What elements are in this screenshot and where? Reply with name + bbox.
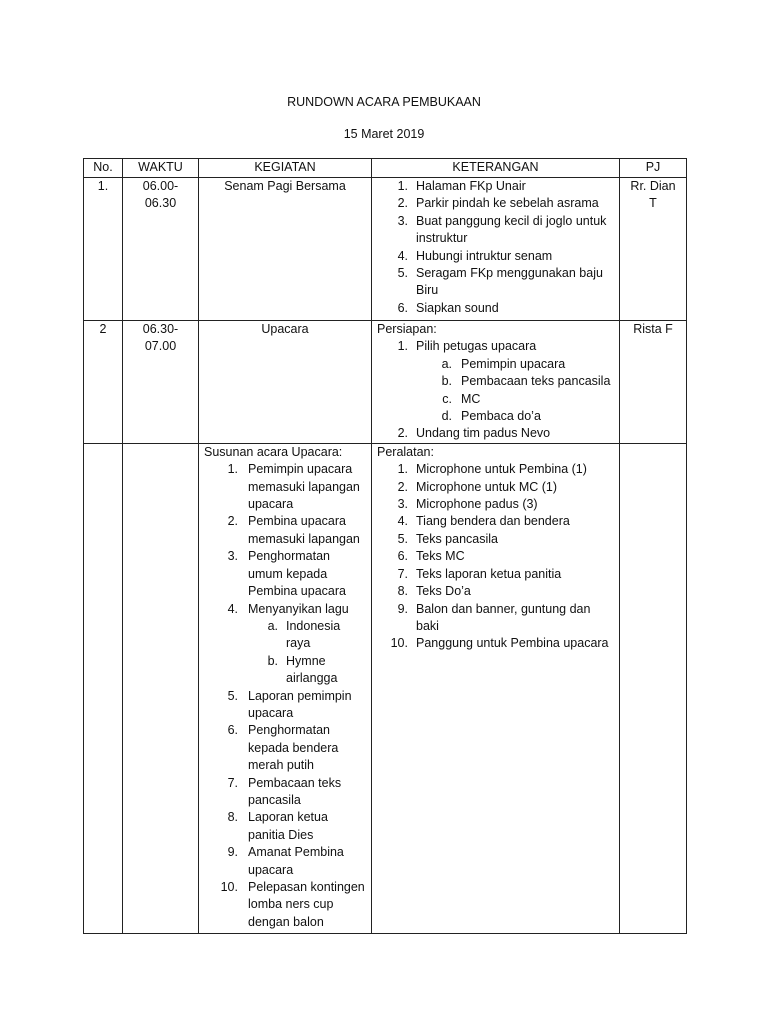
- list-item: [204, 548, 366, 600]
- rundown-table: [83, 158, 687, 934]
- list-item: [204, 688, 366, 723]
- list-item-number: 6.: [227, 723, 238, 738]
- list-item-text: [416, 548, 614, 565]
- list-item-number: 5.: [227, 688, 238, 703]
- list-item-text: [416, 531, 614, 548]
- list-item-text: [416, 300, 614, 317]
- list-item-text: [416, 496, 614, 513]
- list-item-number: 7.: [227, 775, 238, 790]
- list-item-label: Pelepasan kontingen lomba ners cup dengan balon: [248, 880, 365, 929]
- keterangan-heading: Peralatan:: [377, 444, 434, 459]
- list-item: [377, 461, 614, 478]
- list-item-label: Pembina upacara memasuki lapangan: [248, 514, 360, 546]
- list-item-text: [416, 583, 614, 600]
- list-item-text: [416, 479, 614, 496]
- list-item-text: [248, 513, 366, 548]
- list-item-label: Microphone padus (3): [416, 497, 538, 512]
- list-item-label: Buat panggung kecil di joglo untuk instruktur: [416, 213, 607, 246]
- cell-kegiatan: Senam Pagi Bersama: [199, 178, 372, 321]
- list-item-label: Siapkan sound: [416, 300, 499, 315]
- header-keterangan: KETERANGAN: [372, 159, 620, 178]
- cell-no: 2: [84, 321, 123, 444]
- list-item-label: Microphone untuk MC (1): [416, 479, 558, 494]
- list-item: [204, 461, 366, 513]
- list-item-number: 6.: [397, 549, 408, 564]
- list-item: [377, 566, 614, 583]
- cell-waktu: [123, 443, 199, 933]
- cell-pj: Rista F: [620, 321, 687, 444]
- list-item-text: [248, 844, 366, 879]
- list-item: [248, 618, 366, 653]
- list-item-label: Pembacaan teks pancasila: [248, 775, 342, 807]
- list-item-text: [286, 653, 366, 688]
- header-waktu: WAKTU: [123, 159, 199, 178]
- list-item: [416, 373, 614, 390]
- list-item-number: 1.: [397, 462, 408, 477]
- list-item-text: [416, 461, 614, 478]
- list-item: [377, 548, 614, 565]
- list-item-label: Pembacaan teks pancasila: [461, 374, 611, 389]
- list-item-label: Pemimpin upacara memasuki lapangan upacara: [248, 462, 360, 512]
- list-item-label: Balon dan banner, guntung dan baki: [416, 601, 591, 633]
- list-item-text: [248, 548, 366, 600]
- list-item: [204, 809, 366, 844]
- list-item-label: Teks laporan ketua panitia: [416, 566, 562, 581]
- list-item-number: 5.: [397, 531, 408, 546]
- list-item-text: [416, 425, 614, 442]
- list-item-text: [416, 338, 614, 425]
- list-item-number: a.: [441, 356, 452, 371]
- table-row: [84, 443, 687, 933]
- list-item-number: 10.: [390, 636, 408, 651]
- table-row: [84, 321, 687, 444]
- list-item-number: 4.: [227, 601, 238, 616]
- list-item-number: 2.: [397, 196, 408, 211]
- list-item-label: Penghormatan umum kepada Pembina upacara: [248, 549, 346, 599]
- list-item-text: [248, 809, 366, 844]
- list-item-number: a.: [267, 618, 278, 633]
- list-item: [204, 722, 366, 774]
- list-item-label: Laporan pemimpin upacara: [248, 688, 352, 720]
- cell-no: [84, 443, 123, 933]
- list-item-number: 10.: [220, 880, 238, 894]
- list-item-number: 4.: [397, 248, 408, 263]
- list-item-text: [248, 601, 366, 688]
- list-item-number: d.: [441, 409, 452, 424]
- list-item-label: Pemimpin upacara: [461, 356, 566, 371]
- list-item: [204, 775, 366, 810]
- list-item-number: 4.: [397, 514, 408, 529]
- list-item: [377, 531, 614, 548]
- list-item-label: Pilih petugas upacara: [416, 339, 537, 354]
- list-item-text: [416, 601, 614, 636]
- list-item-text: [248, 879, 366, 931]
- cell-waktu: 06.00- 06.30: [123, 178, 199, 321]
- list-item-label: Halaman FKp Unair: [416, 179, 526, 193]
- list-item-number: 5.: [397, 266, 408, 281]
- list-item-number: 9.: [397, 601, 408, 616]
- cell-kegiatan: Upacara: [199, 321, 372, 444]
- list-item-text: [248, 461, 366, 513]
- list-item-label: Undang tim padus Nevo: [416, 426, 551, 441]
- document-date: 15 Maret 2019: [343, 127, 425, 141]
- list-item: [377, 513, 614, 530]
- keterangan-list: [377, 461, 614, 652]
- list-item: [377, 213, 614, 248]
- cell-keterangan: [372, 178, 620, 321]
- list-item: [377, 265, 614, 300]
- list-item-label: Hubungi intruktur senam: [416, 248, 553, 263]
- list-item: [377, 583, 614, 600]
- list-item-text: [461, 408, 614, 425]
- list-item-number: 8.: [397, 584, 408, 599]
- cell-keterangan: [372, 443, 620, 933]
- list-item: [204, 844, 366, 879]
- list-item: [377, 601, 614, 636]
- cell-pj: [620, 443, 687, 933]
- cell-waktu: 06.30- 07.00: [123, 321, 199, 444]
- keterangan-list: [377, 178, 614, 317]
- list-item-text: [416, 635, 614, 652]
- cell-pj: Rr. Dian T: [620, 178, 687, 321]
- list-item-number: 2.: [397, 426, 408, 441]
- list-item-number: 9.: [227, 845, 238, 860]
- keterangan-heading: Persiapan:: [377, 322, 437, 336]
- list-item-text: [416, 213, 614, 248]
- list-item-number: 1.: [227, 462, 238, 477]
- list-item-label: Panggung untuk Pembina upacara: [416, 636, 609, 651]
- list-item-number: 7.: [397, 566, 408, 581]
- list-item: [377, 425, 614, 442]
- list-item-label: Microphone untuk Pembina (1): [416, 462, 587, 477]
- list-item: [248, 653, 366, 688]
- header-kegiatan: KEGIATAN: [199, 159, 372, 178]
- kegiatan-list: [204, 461, 366, 931]
- list-item-label: Teks MC: [416, 549, 465, 564]
- list-item: [377, 248, 614, 265]
- list-item-label: Pembaca do’a: [461, 409, 541, 424]
- list-item-number: 3.: [227, 549, 238, 564]
- list-item-label: Penghormatan kepada bendera merah putih: [248, 723, 339, 773]
- header-no: No.: [84, 159, 123, 178]
- list-item-label: Teks Do’a: [416, 584, 471, 599]
- list-item-text: [248, 722, 366, 774]
- list-item-label: MC: [461, 391, 481, 406]
- cell-keterangan: [372, 321, 620, 444]
- list-item: [377, 635, 614, 652]
- header-pj: PJ: [620, 159, 687, 178]
- table-row: [84, 178, 687, 321]
- list-item: [377, 300, 614, 317]
- list-item: [204, 513, 366, 548]
- list-item: [377, 338, 614, 425]
- list-item-number: b.: [267, 653, 278, 668]
- list-item: [416, 391, 614, 408]
- list-item-label: Menyanyikan lagu: [248, 601, 349, 616]
- cell-no: 1.: [84, 178, 123, 321]
- sub-list: [248, 618, 366, 688]
- list-item: [204, 879, 366, 931]
- list-item-number: 3.: [397, 213, 408, 228]
- list-item-number: 6.: [397, 300, 408, 315]
- table-header-row: [84, 159, 687, 178]
- cell-kegiatan: [199, 443, 372, 933]
- list-item-text: [416, 248, 614, 265]
- list-item-label: Indonesia raya: [286, 618, 341, 651]
- list-item-number: 8.: [227, 810, 238, 825]
- list-item-label: Seragam FKp menggunakan baju Biru: [416, 266, 603, 298]
- list-item-label: Laporan ketua panitia Dies: [248, 810, 328, 842]
- list-item: [377, 496, 614, 513]
- list-item-text: [416, 178, 614, 195]
- list-item-text: [461, 356, 614, 373]
- list-item: [416, 356, 614, 373]
- list-item-text: [248, 775, 366, 810]
- list-item-text: [461, 373, 614, 390]
- list-item-text: [416, 513, 614, 530]
- list-item: [377, 178, 614, 195]
- sub-list: [416, 356, 614, 426]
- list-item: [416, 408, 614, 425]
- keterangan-list: [377, 338, 614, 442]
- list-item-text: [461, 391, 614, 408]
- list-item-number: 2.: [397, 479, 408, 494]
- list-item-text: [416, 195, 614, 212]
- list-item-number: 2.: [227, 514, 238, 529]
- list-item-label: Parkir pindah ke sebelah asrama: [416, 196, 599, 211]
- list-item-label: Amanat Pembina upacara: [248, 845, 344, 877]
- kegiatan-heading: Susunan acara Upacara:: [204, 444, 343, 459]
- list-item-text: [416, 265, 614, 300]
- list-item-text: [416, 566, 614, 583]
- list-item-label: Teks pancasila: [416, 531, 498, 546]
- list-item-number: c.: [442, 391, 452, 406]
- list-item: [377, 479, 614, 496]
- list-item-label: Tiang bendera dan bendera: [416, 514, 570, 529]
- list-item-label: Hymne airlangga: [286, 653, 338, 686]
- list-item-text: [248, 688, 366, 723]
- list-item-number: 1.: [397, 179, 408, 193]
- list-item: [377, 195, 614, 212]
- list-item-number: 1.: [397, 339, 408, 354]
- list-item-number: 3.: [397, 497, 408, 512]
- list-item: [204, 601, 366, 688]
- list-item-number: b.: [441, 374, 452, 389]
- document-title: RUNDOWN ACARA PEMBUKAAN: [287, 95, 481, 109]
- list-item-text: [286, 618, 366, 653]
